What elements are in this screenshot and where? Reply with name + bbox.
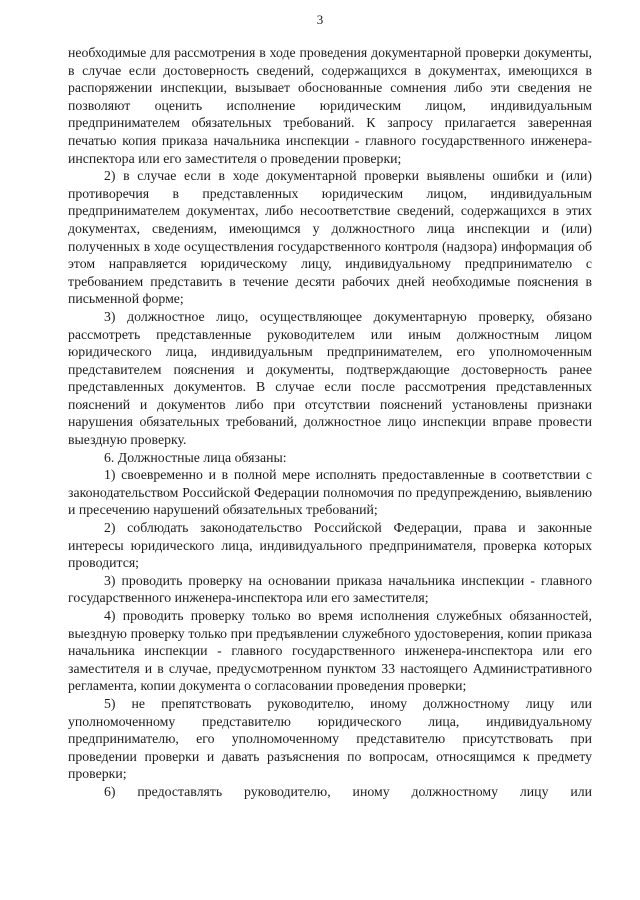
duty-item-5: 5) не препятствовать руководителю, иному должностному лицу или уполномоченному представителю юридического лица, индивидуальному предпринимателю, его уполномоченному представителю присутствовать при проведении проверки и давать разъяснения по вопросам, относящимся к предмету проверки;: [68, 695, 592, 782]
paragraph-item-3-review: 3) должностное лицо, осуществляющее документарную проверку, обязано рассмотреть представленные руководителем или иным должностным лицом юридического лица, индивидуальным предпринимателем, его уполномоченным представителем пояснения и документы, подтверждающие достоверность ранее представленных документов. В случае если после рассмотрения представленных пояснений и документов либо при отсутствии пояснений установлены признаки нарушения обязательных требований, должностное лицо инспекции вправе провести выездную проверку.: [68, 308, 592, 448]
paragraph-item-2-errors: 2) в случае если в ходе документарной проверки выявлены ошибки и (или) противоречия в представленных юридическим лицом, индивидуальным предпринимателем документах, либо несоответствие сведений, содержащихся в этих документах, сведениям, имеющимся у должностного лица инспекции и (или) полученных в ходе осуществления государственного контроля (надзора) информация об этом направляется юридическому лицу, индивидуальному предпринимателю с требованием представить в течение десяти рабочих дней необходимые пояснения в письменной форме;: [68, 168, 592, 307]
page-number: 3: [316, 12, 324, 27]
duty-item-2: 2) соблюдать законодательство Российской Федерации, права и законные интересы юридического лица, индивидуального предпринимателя, проверка которых проводится;: [68, 520, 592, 571]
duty-item-4: 4) проводить проверку только во время исполнения служебных обязанностей, выездную проверку только при предъявлении служебного удостоверения, копии приказа начальника инспекции - главного государственного инженера-инспектора или его заместителя и в случае, предусмотренном пунктом 33 настоящего Административного регламента, копии документа о согласовании проведения проверки;: [68, 608, 592, 694]
duty-item-1: 1) своевременно и в полной мере исполнять предоставленные в соответствии с законодательством Российской Федерации полномочия по предупреждению, выявлению и пресечению нарушений обязательных требований;: [68, 467, 592, 518]
section-6-heading: 6. Должностные лица обязаны:: [104, 449, 287, 465]
duty-item-3: 3) проводить проверку на основании приказа начальника инспекции - главного государственного инженера-инспектора или его заместителя;: [68, 572, 592, 606]
paragraph-continuation: необходимые для рассмотрения в ходе проведения документарной проверки документы, в случае если достоверность сведений, содержащихся в документах, имеющихся в распоряжении инспекции, вызывает обоснованные сомнения либо эти сведения не позволяют оценить исполнение юридическим лицом, индивидуальным предпринимателем обязательных требований. К запросу прилагается заверенная печатью копия приказа начальника инспекции - главного государственного инженера-инспектора или его заместителя о проведении проверки;: [68, 45, 592, 166]
document-body: [68, 44, 592, 801]
duty-item-6: 6) предоставлять руководителю, иному должностному лицу или: [104, 783, 592, 799]
